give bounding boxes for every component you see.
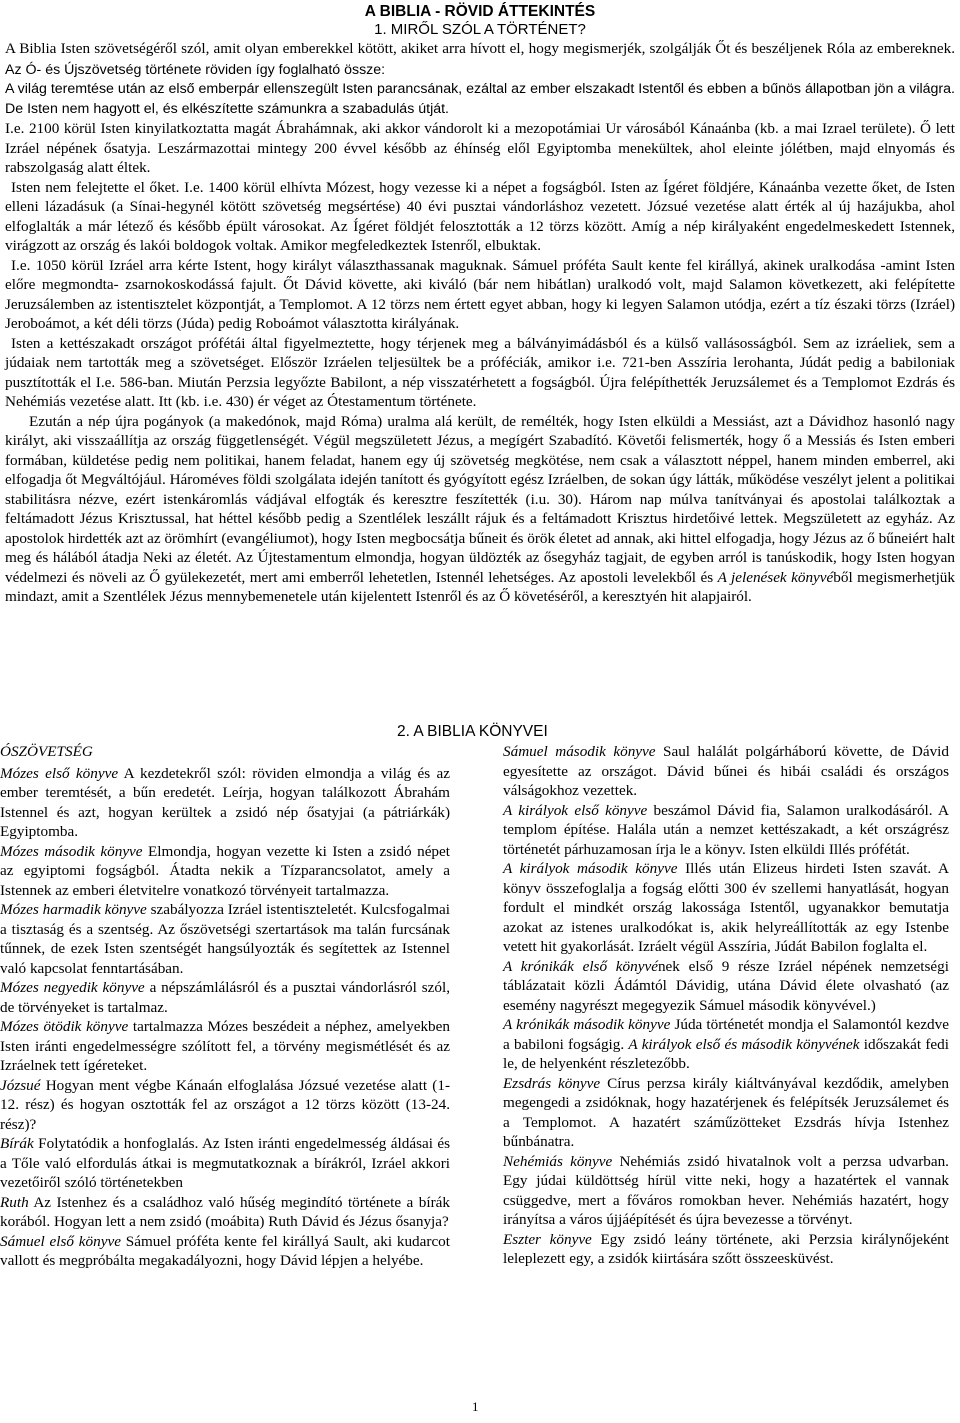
book-name: Józsué xyxy=(0,1076,41,1094)
book-entry xyxy=(0,1017,450,1076)
book-description: beszámol Dávid fia, Salamon uralkodásáról. A templom építése. Halála után a nemzet kettészakadt, a két országrész történetét párhuzamosan írja le a könyv. Isten elküldi Illés prófétát. xyxy=(503,801,949,858)
book-description: Saul halálát polgárháború követte, de Dávid egyesítette az országot. Dávid bűnei és hibái családi és országos válságokhoz vezettek. xyxy=(503,743,949,799)
intro-summary-text: Az Ó- és Újszövetség története röviden így foglalható össze: xyxy=(5,61,386,78)
book-name: A királyok második könyve xyxy=(503,860,678,877)
book-entry xyxy=(503,1230,949,1269)
book-description: Illés után Elizeus hirdeti Isten szavát. A könyv összefoglalja a fogság előtti 300 év szellemi hanyatlását, hogyan fordult el mindkét ország lakossága Istentől, ugyanakkor bemutatja azokat az istenes uralkodókat is, akik helyreállították az egy Istenbe vetett hit gyakorlását. Izráelt végül Asszíria, Júdát Babilon foglalta el. xyxy=(503,860,949,955)
book-name-secondary: A királyok első és második könyvének xyxy=(628,1035,860,1053)
book-description: szabályozza Izráel istentiszteletét. Kulcsfogalmai a tisztaság és a szentség. Az őszövetségi szertartások ma talán furcsának tűnnek, de ezek Isten szentségét hangsúlyozták és segítettek az Istennel való kapcsolat fenntartásában. xyxy=(0,901,450,977)
book-name: Mózes első könyve xyxy=(0,764,119,782)
book-description: Elmondja, hogyan vezette ki Isten a zsidó népet az egyiptomi fogságból. Átadta nekik a Tízparancsolatot, amely a Istennek az emberi életvitelre vonatkozó törvényeit tartalmazza. xyxy=(0,842,450,899)
book-name: A királyok első könyve xyxy=(503,801,648,819)
book-description: tartalmazza Mózes beszédeit a néphez, amelyekben Isten iránti engedelmességre szólított fel, a törvény megismétlését és az Izráelnek tett ígéreteket. xyxy=(0,1018,450,1074)
book-description: Sámuel próféta kente fel királlyá Sault, aki kudarcot vallott és megpróbálta megakadályozni, hogy Dávid lépjen a helyébe. xyxy=(0,1232,450,1269)
books-left-column xyxy=(0,742,450,1271)
book-name: Ezsdrás könyve xyxy=(503,1074,601,1092)
book-description: Júda történetét mondja el Salamontól kezdve a babiloni fogságig. xyxy=(503,1016,949,1053)
book-name: A krónikák első könyvé xyxy=(503,957,658,975)
book-entry xyxy=(0,1193,450,1232)
book-description: Nehémiás zsidó hivatalnok volt a perzsa udvarban. Egy júdai küldöttség hírül vitte neki, hogy a hazatértek el vannak csüggedve, mert a főváros romokban hever. Nehémiás hazatért, hogy irányítsa a város újjáépítését és újra bevezesse a törvényt. xyxy=(503,1152,949,1228)
book-entry xyxy=(503,742,949,801)
book-name: A krónikák második könyve xyxy=(503,1016,671,1033)
section-2-title: 2. A BIBLIA KÖNYVEI xyxy=(397,723,548,740)
book-description: Círus perzsa király kiáltványával kezdődik, amelyben megengedi a zsidóknak, hogy hazatérjenek és felépítsék Jeruzsálemet és a Templomot. A hazatért száműzötteket Ezsdrás hívja Istenhez bűnbánatra. xyxy=(503,1074,950,1150)
book-name: Mózes ötödik könyve xyxy=(0,1018,129,1035)
page-title: A BIBLIA - RÖVID ÁTTEKINTÉS xyxy=(364,3,596,20)
book-entry xyxy=(503,859,949,957)
book-entry xyxy=(503,1015,949,1074)
book-description-secondary: időszakát fedi le, de helyenként részletezőbb. xyxy=(503,1035,949,1072)
book-entry xyxy=(503,1152,949,1230)
books-right-column xyxy=(503,742,949,1269)
section-1-title: 1. MIRŐL SZÓL A TÖRTÉNET? xyxy=(374,21,586,38)
paragraph-intro xyxy=(5,39,955,80)
book-entry xyxy=(0,1076,450,1135)
book-description: A kezdetekről szól: röviden elmondja a világ és az ember teremtését, a bűn eredetét. Leírja, hogyan találkozott Ábrahám Istennel és azt, hogyan kerültek a zsidó nép ősatyjai (a pátriárkák) Egyiptomba. xyxy=(0,764,450,840)
book-name: Eszter könyve xyxy=(503,1230,592,1248)
book-description: Folytatódik a honfoglalás. Az Isten iránti engedelmesség áldásai és a Tőle való elfordulás átkai is megmutatkoznak a bírákról, Izráel akkori vezetőiről szóló történetekben xyxy=(0,1135,450,1191)
book-description: Az Istenhez és a családhoz való hűség megindító története a bírák korából. Hogyan lett a nem zsidó (moábita) Ruth Dávid és Jézus ősanyja? xyxy=(0,1193,450,1230)
section-1-body xyxy=(5,39,955,607)
book-entry xyxy=(0,900,450,978)
book-entry xyxy=(503,801,949,860)
jesus-text: Ezután a nép újra pogányok (a makedónok, majd Róma) uralma alá került, de remélték, hogy Isten elküldi a Messiást, azt a Dávidhoz hasonló nagy királyt, aki visszaállítja az ország függetlenségét. Végül megszületett Jézus, a megígért Szabadító. Követői felismerték, hogy ő a Messiás és Isten emberi formában, küldetése pedig nem politikai, hanem feladat, hanem egy új szövetség megkötése, nem csak a választott néppel, hanem minden emberrel, aki elfogadja őt Megváltójául. Hároméves földi szolgálata idején tanított és gyógyított egész Izráelben, de sokan úgy látták, működése veszélyt jelent a politikai stabilitásra nézve, ezért istenkáromlás vádjával elfogták és keresztre feszítették (i.u. 30). Három nap múlva tanítványai és apostolai találkoztak a feltámadott Jézus Krisztussal, hat héttel később pedig a Szentlélek leszállt rájuk és a feltámadott Krisztus hirdetőivé lettek. Megszületett az egyház. Az apostolok hirdették azt az örömhírt (evangéliumot), hogy Isten megbocsátja bűneit és örök életet ad annak, aki hittel elfogadja, hogy Jézus az ő bűneiért halt meg és hálából átadja Neki az életét. Az Újtestamentum elmondja, hogyan üldözték az ősegyház tagjait, de egyben arról is tanúskodik, hogy Isten hogyan védelmezi és növeli az Ő gyülekezetét, mert ami emberről lehetetlen, Istennél lehetséges. Az apostoli levelekből és xyxy=(5,412,955,586)
book-name: Ruth xyxy=(0,1193,29,1211)
book-description: nek első 9 része Izráel népének nemzetségi táblázatait közli Ádámtól Dávidig, utána Dávid élete olvasható (az esemény nagyrészt megegyezik Sámuel második könyvével.) xyxy=(503,957,949,1014)
paragraph-abraham: I.e. 2100 körül Isten kinyilatkoztatta magát Ábrahámnak, aki akkor vándorolt ki a mezopotámiai Ur városából Kánaánba (kb. a mai Izrael területe). Ő lett Izráel népének ősatyja. Leszármazottai mintegy 200 évvel később az éhínség elől Egyiptomba menekültek, ahol eleinte jólétben, majd elnyomás és rabszolgaság alatt éltek. xyxy=(5,120,955,176)
paragraph-jesus xyxy=(5,412,955,607)
book-entry xyxy=(0,1232,450,1271)
book-entry xyxy=(0,978,450,1017)
jesus-text-end: ből megismerhetjük mindazt, amit a Szentlélek Jézus mennybemenetele után kijelentett Istenről és az Ő követéséről, a keresztyén hit alapjairól. xyxy=(5,568,955,605)
paragraph-moses: Isten nem felejtette el őket. I.e. 1400 körül elhívta Mózest, hogy vezesse ki a népet a fogságból. Isten az Ígéret földjére, Kánaánba vezette őket, de Isten elleni lázadásuk (a Sínai-hegynél kötött szövetség megsértése) 40 évi pusztai vándorláshoz vezetett. Józsué vezetése alatt érték al új hazájukba, ahol elfoglalták a már létező és később épült városokat. Az Ígéret földjét felosztották a 12 törzs között. Amíg a nép királyaként engedelmeskedett Istennek, virágzott az ország és lakói boldogok voltak. Amikor megfeledkeztek Istenről, elbuktak. xyxy=(5,178,955,254)
document-page xyxy=(5,0,955,607)
paragraph-kings: I.e. 1050 körül Izráel arra kérte Istent, hogy királyt választhassanak maguknak. Sámuel próféta Sault kente fel királlyá, akinek uralkodása -amint Isten előre megmondta- zsarnokoskodássá fajult. Őt Dávid követte, aki kiváló (bár nem hibátlan) uralkodó volt, majd Salamon következett, aki felépítette Jeruzsálemben az istentisztelet központját, a Templomot. A 12 törzs nem értett egyet abban, hogy ki legyen Salamon utódja, ezért a tíz északi törzs (Izráel) Jeroboámot, a két déli törzs (Júda) pedig Roboámot választotta királyának. xyxy=(5,256,955,332)
book-description: a népszámlálásról és a pusztai vándorlásról szól, de törvényeket is tartalmaz. xyxy=(0,979,450,1016)
page-number: 1 xyxy=(472,1399,479,1414)
book-description: Hogyan ment végbe Kánaán elfoglalása Józsué vezetése alatt (1-12. rész) és hogyan osztották fel az országot a 12 törzs között (13-24. rész)? xyxy=(0,1076,450,1133)
title-block xyxy=(5,3,955,39)
book-name: Mózes negyedik könyve xyxy=(0,979,145,996)
book-name: Sámuel második könyve xyxy=(503,743,656,760)
intro-text: A Biblia Isten szövetségéről szól, amit olyan emberekkel kötött, akiket arra hívott el, hogy megismerjék, szolgálják Őt és beszéljenek Róla az embereknek. xyxy=(5,40,955,57)
paragraph-creation: A világ teremtése után az első emberpár ellenszegült Isten parancsának, ezáltal az ember elszakadt Istentől és ebben a bűnös állapotban jön a világra. De Isten nem hagyott el, és elkészítette számunkra a szabadulás útját. xyxy=(5,81,955,117)
revelation-book-ref: A jelenések könyvé xyxy=(717,568,834,586)
book-name: Mózes második könyve xyxy=(0,842,143,860)
book-name: Bírák xyxy=(0,1135,34,1152)
book-entry xyxy=(0,1134,450,1193)
book-entry xyxy=(503,957,949,1016)
book-name: Sámuel első könyve xyxy=(0,1232,121,1250)
book-description: Egy zsidó leány története, aki Perzsia királynőjeként leleplezett egy, a zsidók kiirtására szőtt összeesküvést. xyxy=(503,1230,949,1267)
old-testament-heading: ÓSZÖVETSÉG xyxy=(0,743,93,760)
book-entry xyxy=(503,1074,949,1152)
book-entry xyxy=(0,842,450,901)
book-entry xyxy=(0,764,450,842)
book-name: Nehémiás könyve xyxy=(503,1152,613,1170)
paragraph-prophets: Isten a kettészakadt országot prófétái által figyelmeztette, hogy térjenek meg a bálványimádásból és a külső vallásosságból. Sem az izráeliek, sem a júdaiak nem tartották meg a szövetséget. Először Izráelen teljesültek be a próféciák, amikor i.e. 721-ben Asszíria lerohanta, Júdát pedig a babiloniak pusztították el I.e. 586-ban. Miután Perzsia legyőzte Babilont, a nép visszatérhetett a fogságból. Újra felépíthették Jeruzsálemet és a Templomot Ezdrás és Nehémiás vezetése alatt. Itt (kb. i.e. 430) ér véget az Ótestamentum története. xyxy=(5,334,955,410)
book-name: Mózes harmadik könyve xyxy=(0,901,147,918)
